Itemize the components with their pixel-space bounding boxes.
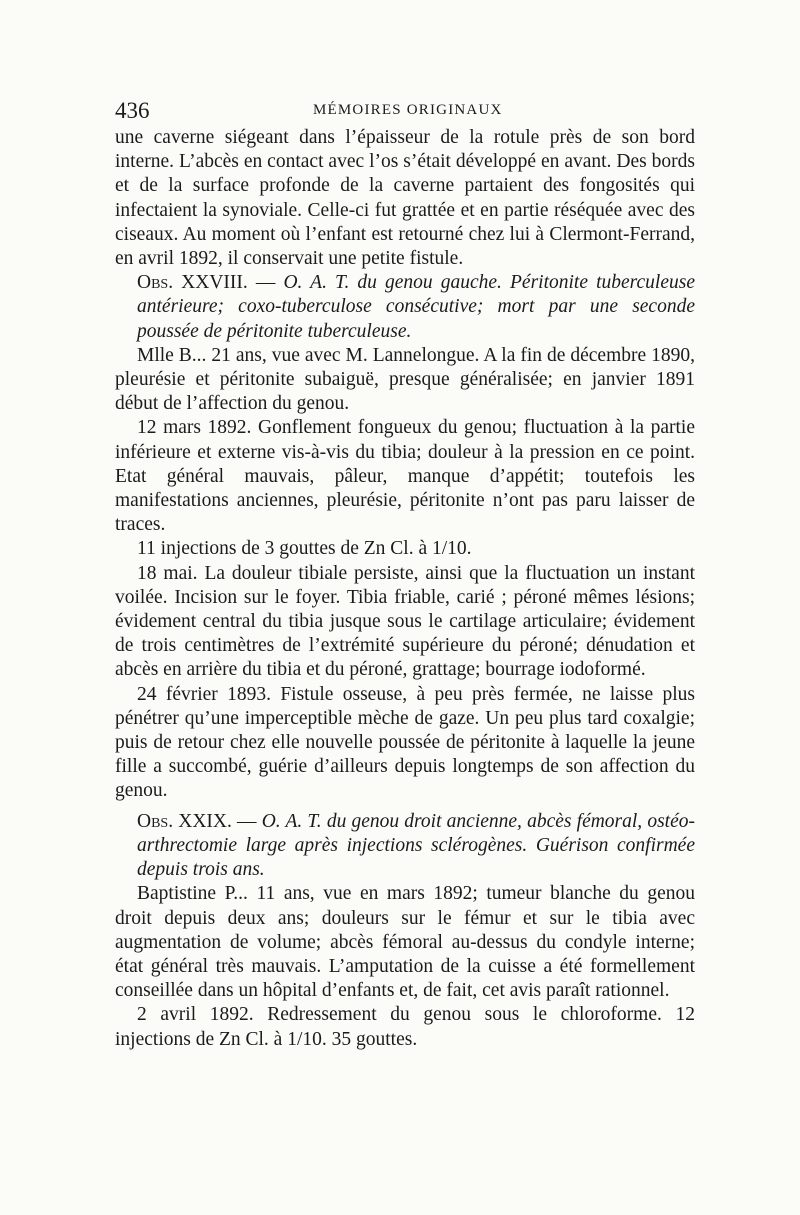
observation-label: Obs. XXVIII. — — [137, 272, 284, 294]
running-title: MÉMOIRES ORIGINAUX — [313, 102, 503, 118]
body-text — [115, 126, 695, 1052]
observation-title: O. A. T. du genou droit ancienne, abcès fémoral, ostéo-arthrectomie large après injections sclérogènes. Guérison confirmée depuis trois ans. — [137, 810, 695, 881]
paragraph: 2 avril 1892. Redressement du genou sous le chloroforme. 12 injections de Zn Cl. à 1/10. 35 gouttes. — [115, 1004, 695, 1050]
observation-title: O. A. T. du genou gauche. Péritonite tuberculeuse antérieure; coxo-tuberculose consécutive; mort par une seconde poussée de péritonite tuberculeuse. — [137, 272, 695, 342]
observation-heading-29 — [115, 810, 695, 883]
page-header — [115, 98, 695, 124]
paragraph: 12 mars 1892. Gonflement fongueux du genou; fluctuation à la partie inférieure et externe vis-à-vis du tibia; douleur à la pression en ce point. Etat général mauvais, pâleur, manque d’appétit; toutefois les manifestations anciennes, pleurésie, péritonite n’ont pas paru laisser de traces. — [115, 417, 695, 536]
paragraph: Mlle B... 21 ans, vue avec M. Lannelongue. A la fin de décembre 1890, pleurésie et péritonite subaiguë, presque généralisée; en janvier 1891 début de l’affection du genou. — [115, 344, 695, 415]
page-number: 436 — [115, 98, 150, 123]
paragraph: 24 février 1893. Fistule osseuse, à peu près fermée, ne laisse plus pénétrer qu’une imperceptible mèche de gaze. Un peu plus tard coxalgie; puis de retour chez elle nouvelle poussée de péritonite à laquelle la jeune fille a succombé, guérie d’ailleurs depuis longtemps de son affection du genou. — [115, 683, 695, 802]
paragraph: 11 injections de 3 gouttes de Zn Cl. à 1/10. — [137, 538, 472, 560]
paragraph-continuation: une caverne siégeant dans l’épaisseur de la rotule près de son bord interne. L’abcès en contact avec l’os s’était développé en avant. Des bords et de la surface profonde de la caverne partaient des fongosités qui infectaient la synoviale. Celle-ci fut grattée et en partie réséquée avec des ciseaux. Au moment où l’enfant est retourné chez lui à Clermont-Ferrand, en avril 1892, il conservait une petite fistule. — [115, 127, 695, 270]
paragraph: Baptistine P... 11 ans, vue en mars 1892; tumeur blanche du genou droit depuis deux ans; douleurs sur le fémur et sur le tibia avec augmentation de volume; abcès fémoral au-dessus du condyle interne; état général très mauvais. L’amputation de la cuisse a été formellement conseillée dans un hôpital d’enfants et, de fait, cet avis paraît rationnel. — [115, 883, 695, 1002]
paragraph: 18 mai. La douleur tibiale persiste, ainsi que la fluctuation un instant voilée. Incision sur le foyer. Tibia friable, carié ; péroné mêmes lésions; évidement central du tibia jusque sous le cartilage articulaire; évidement de trois centimètres de l’extrémité supérieure du péroné; dénudation et abcès en arrière du tibia et du péroné, grattage; bourrage iodoformé. — [115, 562, 695, 681]
observation-label: Obs. XXIX. — — [137, 810, 262, 832]
observation-heading-28 — [115, 271, 695, 344]
